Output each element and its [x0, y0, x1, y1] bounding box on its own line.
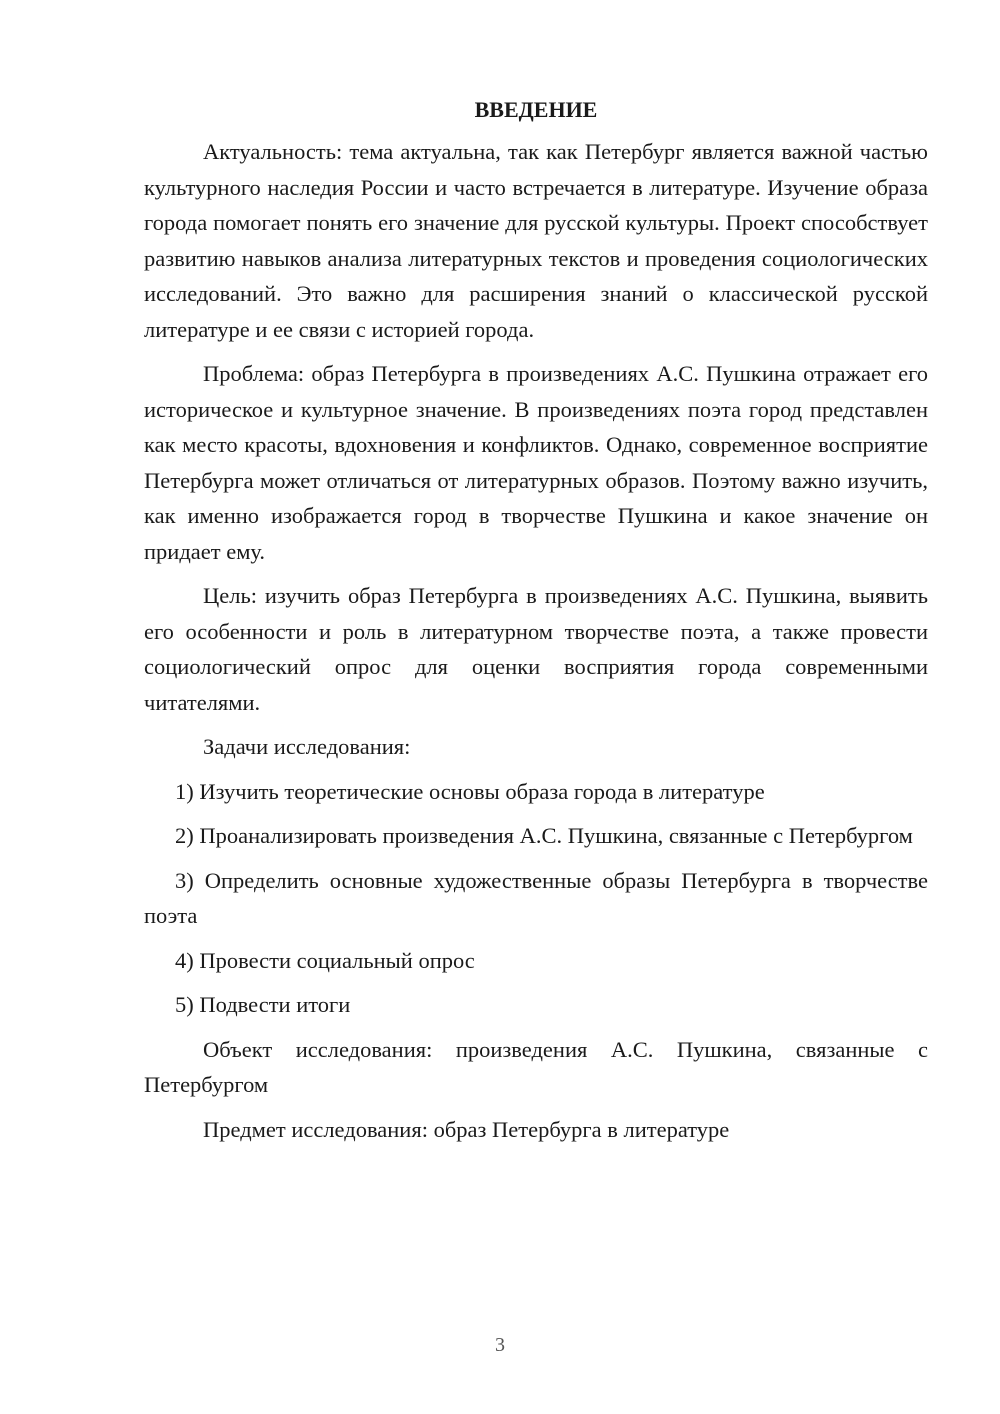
- problem-paragraph: Проблема: образ Петербурга в произведениях А.С. Пушкина отражает его историческое и культурное значение. В произведениях поэта город представлен как место красоты, вдохновения и конфликтов. Однако, современное восприятие Петербурга может отличаться от литературных образов. Поэтому важно изучить, как именно изображается город в творчестве Пушкина и какое значение он придает ему.: [144, 361, 928, 564]
- research-subject-paragraph: Предмет исследования: образ Петербурга в литературе: [203, 1116, 730, 1142]
- list-item: 5) Подвести итоги: [175, 992, 351, 1017]
- tasks-heading: Задачи исследования:: [203, 734, 411, 759]
- list-item: 1) Изучить теоретические основы образа города в литературе: [175, 778, 765, 804]
- document-page: [144, 95, 928, 1156]
- page-number: 3: [495, 1334, 505, 1356]
- section-title: ВВЕДЕНИЕ: [474, 97, 598, 122]
- list-item: 4) Провести социальный опрос: [175, 947, 475, 973]
- list-item: 2) Проанализировать произведения А.С. Пушкина, связанные с Петербургом: [175, 823, 913, 848]
- research-object-paragraph: Объект исследования: произведения А.С. Пушкина, связанные с Петербургом: [144, 1036, 928, 1097]
- list-item: 3) Определить основные художественные образы Петербурга в творчестве поэта: [144, 867, 928, 928]
- tasks-list: [144, 774, 928, 1023]
- goal-paragraph: Цель: изучить образ Петербурга в произведениях А.С. Пушкина, выявить его особенности и роль в литературном творчестве поэта, а также провести социологический опрос для оценки восприятия города современными читателями.: [144, 583, 928, 715]
- relevance-paragraph: Актуальность: тема актуальна, так как Петербург является важной частью культурного наследия России и часто встречается в литературе. Изучение образа города помогает понять его значение для русской культуры. Проект способствует развитию навыков анализа литературных текстов и проведения социологических исследований. Это важно для расширения знаний о классической русской литературе и ее связи с историей города.: [144, 139, 928, 342]
